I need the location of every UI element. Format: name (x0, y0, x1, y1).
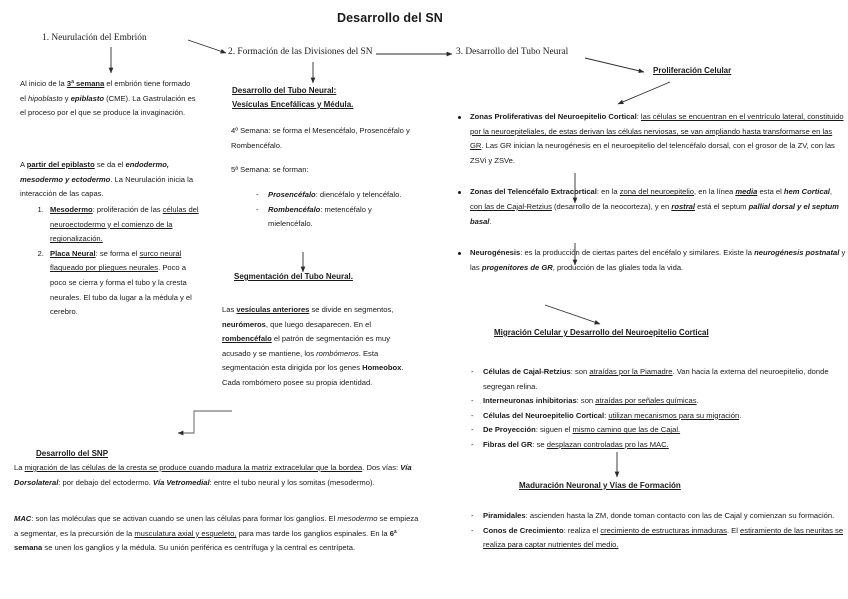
proliferation-header: Proliferación Celular (653, 66, 732, 75)
node-neurulacion-embrion: 1. Neurulación del Embrión (42, 33, 147, 43)
list-item: Neurogénesis: es la producción de ciertas partes del encéfalo y similares. Existe la neurogénesis postnatal y las progenitores de GR, producción de las gliales toda la vida. (470, 246, 846, 275)
list-item: - Piramidales: ascienden hasta la ZM, donde toman contacto con las de Cajal y comienzan su formación. (483, 509, 847, 524)
maturation-list-wrap (467, 509, 847, 553)
list-item: 1. Mesodermo: proliferación de las células del neuroectodermo y el comienzo de la regionalización. (46, 203, 200, 247)
list-item: - Células del Neuroepitelio Cortical: utilizan mecanismos para su migración. (483, 409, 847, 424)
list-item: - Prosencéfalo: diencéfalo y telencéfalo. (268, 188, 417, 203)
list-item: Zonas Proliferativas del Neuroepitelio Cortical: las células se encuentran en el ventrículo lateral, constituido por la neuroepiteliales, de estas derivan las células nerviosas, se van ampliando hasta transformarse en las GR. Las GR inician la neurogénesis en el neuroepitelio del telencéfalo dorsal, con el grosor de la ZV, con las ZSVi y ZSVe. (470, 110, 846, 168)
migration-header: Migración Celular y Desarrollo del Neuroepitelio Cortical (494, 328, 709, 337)
node-formacion-divisiones: 2. Formación de las Divisiones del SN (228, 47, 373, 57)
list-item: - Conos de Crecimiento: realiza el crecimiento de estructuras inmaduras. El estiramiento de las neuritas se realiza para captar nutrientes del medio. (483, 524, 847, 553)
list-item: - Interneuronas inhibitorias: son atraídas por señales químicas. (483, 394, 847, 409)
maturation-list (467, 509, 847, 553)
bottom-left-paragraph-1: La migración de las células de la cresta se produce cuando madura la matriz extracelular que la bordea. Dos vías: Vía Dorsolateral: por debajo del ectodermo. Vía Vetromedial: entre el tubo neural y los somitas (mesodermo). (14, 463, 412, 487)
list-item: - De Proyección: siguen el mismo camino que las de Cajal. (483, 423, 847, 438)
dash-list (252, 188, 417, 232)
right-bullets (450, 110, 846, 292)
bottom-left-paragraph-2: MAC: son las moléculas que se activan cuando se unen las células para formar los ganglios. El mesodermo se empieza a segmentar, es la precursión de la musculatura axial y esqueleto, para mas tarde los ganglios espinales. En la 6ª semana se unen los ganglios y la médula. Su unión periférica es centrífuga y la central es centrípeta. (14, 514, 419, 553)
mid-week5-list (252, 188, 417, 232)
left-numbered-list (20, 203, 200, 320)
mid-week4-text: 4º Semana: se forma el Mesencéfalo, Prosencéfalo y Rombencéfalo. (231, 126, 410, 150)
page-title: Desarrollo del SN (337, 11, 443, 25)
migration-list-wrap (467, 365, 847, 453)
left-paragraph-2: A partir del epiblasto se da el endodermo, mesodermo y ectodermo. La Neurulación inicia la interacción de las capas. (20, 160, 194, 199)
dot-list (450, 110, 846, 275)
mid-header-line-2: Vesículas Encefálicas y Médula. (232, 100, 354, 109)
list-item: - Células de Cajal-Retzius: son atraídas por la Piamadre. Van hacia la externa del neuroepitelio, donde segregan relina. (483, 365, 847, 394)
mid-header-line-1: Desarrollo del Tubo Neural: (232, 86, 337, 95)
list-item: 2. Placa Neural: se forma el surco neural flaqueado por pliegues neurales. Poco a poco se cierra y forma el tubo y la cresta neurales. El tubo da lugar a la médula y el cerebro. (46, 247, 200, 320)
mid-paragraph: Las vesículas anteriores se divide en segmentos, neurómeros, que luego desaparecen. En el rombencéfalo el patrón de segmentación es muy acusado y se mantiene, los rombómeros. Esta segmentación esta dirigida por los genes Homeobox. Cada rombómero posee su propia identidad. (222, 305, 404, 387)
segmentation-header: Segmentación del Tubo Neural. (234, 272, 353, 281)
list-item: Zonas del Telencéfalo Extracortical: en la zona del neuroepitelio, en la línea media esta el hem Cortical, con las de Cajal-Retzius (desarrollo de la neocorteza), y en rostral está el septum pallial dorsal y el septum basal. (470, 185, 846, 229)
list-item: - Rombencéfalo: metencéfalo y mielencéfalo. (268, 203, 417, 232)
left-paragraph-1: Al inicio de la 3ª semana el embrión tiene formado el hipoblasto y epiblasto (CME). La Gastrulación es el proceso por el que se produce la invaginación. (20, 79, 196, 118)
snp-header: Desarrollo del SNP (36, 449, 109, 458)
migration-list (467, 365, 847, 453)
list-item: - Fibras del GR: se desplazan controladas pro las MAC. (483, 438, 847, 453)
mid-week5-text: 5ª Semana: se forman: (231, 165, 309, 174)
maturation-header: Maduración Neuronal y Vías de Formación (519, 481, 681, 490)
numbered-list (20, 203, 200, 320)
node-desarrollo-tubo-neural: 3. Desarrollo del Tubo Neural (456, 47, 569, 57)
